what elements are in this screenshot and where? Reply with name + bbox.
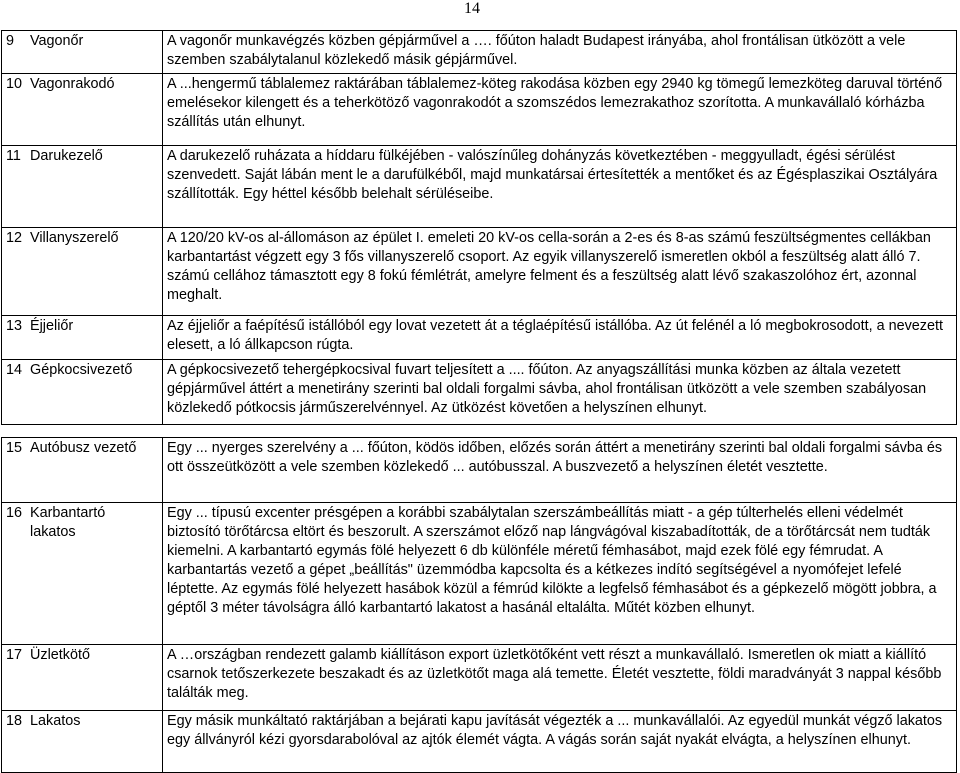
table-row bbox=[2, 228, 957, 316]
description-cell: Az éjjeliőr a faépítésű istállóból egy lovat vezetett át a téglaépítésű istállóba. Az út felénél a ló megbokrosodott, a nevezett elesett, a ló állkapcson rúgta. bbox=[163, 316, 957, 360]
description-cell: A …országban rendezett galamb kiállításon export üzletkötőként vett részt a munkavállaló. Ismeretlen ok miatt a kiállító csarnok tetőszerkezete beszakadt és az üzletkötőt maga alá temette. Életét vesztette, földi maradványát 3 nappal később találták meg. bbox=[163, 645, 957, 711]
row-spacer bbox=[2, 425, 957, 438]
role-cell bbox=[2, 74, 163, 146]
table-row bbox=[2, 711, 957, 773]
role-label: Darukezelő bbox=[30, 148, 103, 164]
role-label: Üzletkötő bbox=[30, 647, 90, 663]
role-cell bbox=[2, 228, 163, 316]
role-cell bbox=[2, 31, 163, 74]
role-label: Lakatos bbox=[30, 713, 81, 729]
table-row bbox=[2, 316, 957, 360]
role-cell bbox=[2, 438, 163, 503]
page-number: 14 bbox=[464, 0, 480, 17]
table-row bbox=[2, 146, 957, 228]
row-number: 9 bbox=[6, 33, 15, 49]
description-cell: Egy másik munkáltató raktárjában a bejárati kapu javítását végezték a ... munkavállalói. Az egyedül munkát végző lakatos egy állványról kézi gyorsdarabolóval az ajtók élemét vágta. A vágás során saját nyakát elvágta, a helyszínen elhunyt. bbox=[163, 711, 957, 773]
description-cell: Egy ... típusú excenter présgépen a korábbi szabálytalan szerszámbeállítás miatt - a gép túlterhelés elleni védelmét biztosító törőtárcsa eltört és beszorult. A szerszámot előző nap lángvágóval kiszabadították, de a törőtárcsát nem tudták kiemelni. A karbantartó egymás fölé helyezett 6 db különféle méretű fémhasábot, majd ezek fölé egy fémrudat. A karbantartás vezető a gépet „beállítás" üzemmódba kapcsolta és a kétkezes indító segítségével a nyomófejet lefelé léptette. Az egymás fölé helyezett hasábok közül a fémrúd kilökte a legfelső fémhasábot és a gépkezelő mögött jobbra, a géptől 3 méter távolságra álló karbantartó lakatost a hasánál eltalálta. Műtét közben elhunyt. bbox=[163, 503, 957, 645]
row-number: 17 bbox=[6, 647, 23, 663]
role-label: Vagonrakodó bbox=[30, 76, 115, 92]
table-row bbox=[2, 645, 957, 711]
row-number: 11 bbox=[6, 148, 21, 164]
role-cell bbox=[2, 146, 163, 228]
description-cell: A vagonőr munkavégzés közben gépjárművel a …. főúton haladt Budapest irányába, ahol frontálisan ütközött a vele szemben szabálytalanul közlekedő másik gépjárművel. bbox=[163, 31, 957, 74]
row-number: 16 bbox=[6, 505, 23, 521]
role-label: Éjjeliőr bbox=[30, 318, 74, 334]
row-number: 14 bbox=[6, 362, 23, 378]
role-label: Villanyszerelő bbox=[30, 230, 119, 246]
role-cell bbox=[2, 503, 163, 645]
row-number: 15 bbox=[6, 440, 23, 456]
description-cell: A gépkocsivezető tehergépkocsival fuvart teljesített a .... főúton. Az anyagszállítási munka közben az általa vezetett gépjárművel áttért a menetirány szerinti bal oldali forgalmi sávba, ahol frontálisan ütközött a vele szemben szabályosan közlekedő pótkocsis járműszerelvénnyel. Az ütközést követően a helyszínen elhunyt. bbox=[163, 360, 957, 425]
role-cell bbox=[2, 645, 163, 711]
row-number: 18 bbox=[6, 713, 23, 729]
role-cell bbox=[2, 360, 163, 425]
table-row bbox=[2, 74, 957, 146]
row-number: 12 bbox=[6, 230, 23, 246]
description-cell: A darukezelő ruházata a híddaru fülkéjében - valószínűleg dohányzás következtében - meggyulladt, égési sérülést szenvedett. Saját lábán ment le a darufülkéből, majd munkatársai értesítették a mentőket és az Égésplaszikai Osztályára szállították. Egy héttel később belehalt sérüléseibe. bbox=[163, 146, 957, 228]
role-label: Karbantartó lakatos bbox=[30, 505, 106, 540]
role-label: Autóbusz vezető bbox=[30, 440, 137, 456]
row-number: 13 bbox=[6, 318, 23, 334]
incident-table bbox=[1, 30, 957, 773]
row-number: 10 bbox=[6, 76, 23, 92]
table-row bbox=[2, 31, 957, 74]
role-label: Vagonőr bbox=[30, 33, 84, 49]
table-row bbox=[2, 438, 957, 503]
description-cell: Egy ... nyerges szerelvény a ... főúton, ködös időben, előzés során áttért a menetirány szerinti bal oldali forgalmi sávba és ott összeütközött a vele szemben közlekedő ... autóbusszal. A buszvezető a helyszínen életét vesztette. bbox=[163, 438, 957, 503]
description-cell: A 120/20 kV-os al-állomáson az épület I. emeleti 20 kV-os cella-során a 2-es és 8-as számú feszültségmentes cellákban karbantartást végzett egy 3 fős villanyszerelő csoport. Az egyik villanyszerelő ismeretlen okból a feszültség alatt álló 7. számú cellához támasztott egy 8 fokú fémlétrát, amelyre felment és a feszültség alatt lévő szakaszolóhoz ért, azonnal meghalt. bbox=[163, 228, 957, 316]
role-cell bbox=[2, 316, 163, 360]
role-cell bbox=[2, 711, 163, 773]
table-row bbox=[2, 503, 957, 645]
description-cell: A ...hengermű táblalemez raktárában táblalemez-köteg rakodása közben egy 2940 kg tömegű lemezköteg daruval történő emelésekor kilengett és a teherkötöző vagonrakodót a szomszédos lemezrakathoz szorította. A munkavállaló kórházba szállítás után elhunyt. bbox=[163, 74, 957, 146]
role-label: Gépkocsivezető bbox=[30, 362, 133, 378]
table-row bbox=[2, 360, 957, 425]
